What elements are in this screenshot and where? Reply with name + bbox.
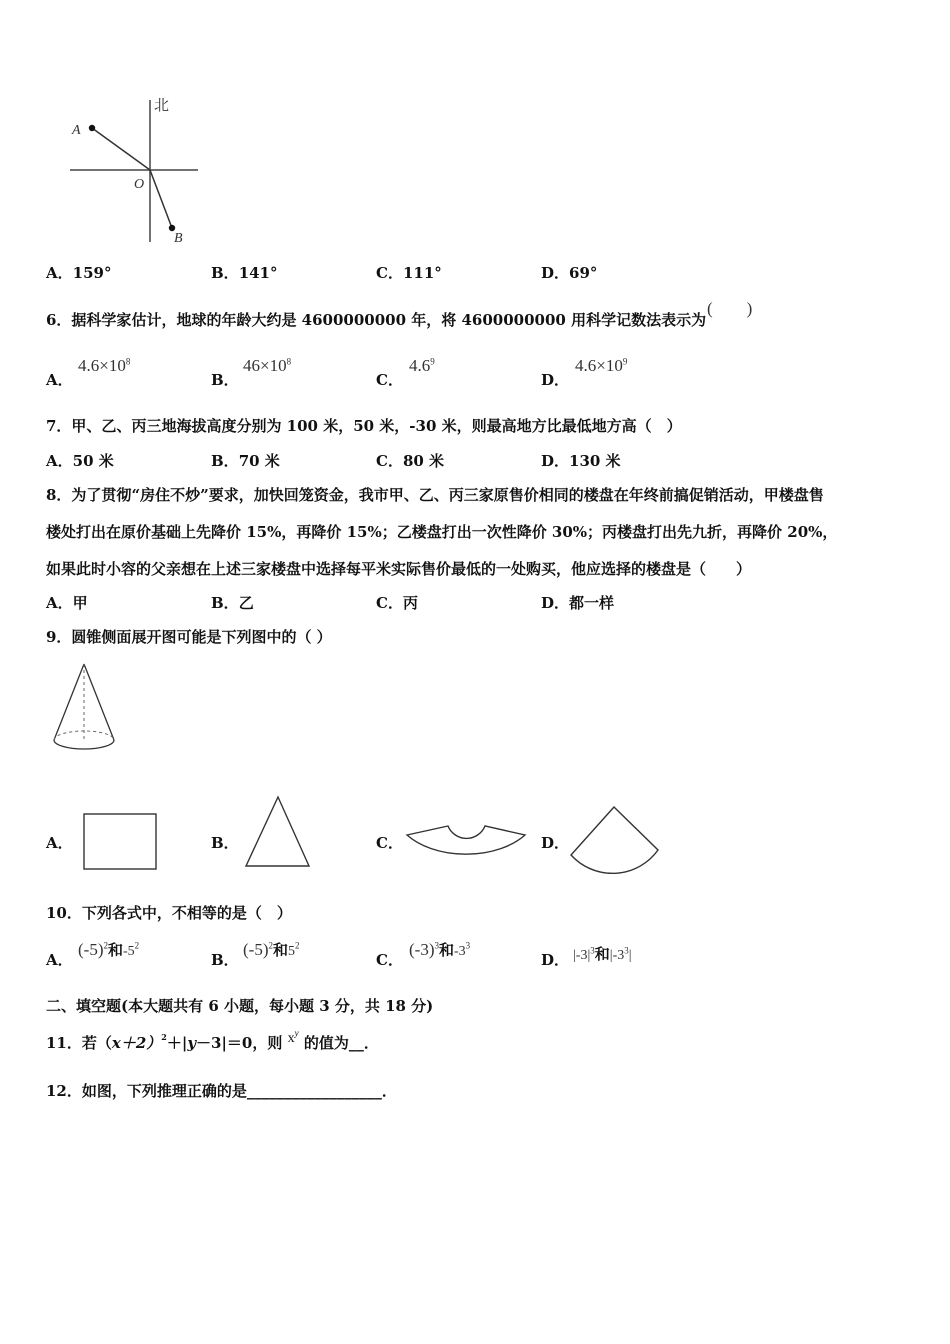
right-expr: -3 xyxy=(454,944,466,959)
option-letter: B． xyxy=(211,452,239,470)
cone-figure xyxy=(48,660,120,756)
section-heading: 二、填空题(本大题共有 6 小题，每小题 3 分，共 18 分) xyxy=(46,997,434,1015)
expr-exponent: 9 xyxy=(622,356,628,367)
expr-base: 4.6 xyxy=(409,356,431,375)
q7-option-c[interactable] xyxy=(376,450,444,471)
right-exponent: 2 xyxy=(134,940,140,951)
q10-option-a-expr[interactable] xyxy=(78,939,139,960)
option-letter: C． xyxy=(376,594,403,612)
q6-option-a-expr[interactable] xyxy=(78,356,130,376)
right-expr: 5 xyxy=(288,944,295,959)
option-text: 159° xyxy=(72,264,112,282)
point-a-label: A xyxy=(72,123,81,138)
option-letter: D． xyxy=(541,264,570,282)
point-o-label: O xyxy=(134,177,145,192)
q11-power-exponent: y xyxy=(294,1028,299,1038)
q6-option-c-expr[interactable] xyxy=(409,356,435,376)
option-text: 都一样 xyxy=(569,594,615,612)
right-exponent: 3 xyxy=(624,945,629,956)
q6-option-d-expr[interactable] xyxy=(575,356,627,376)
q5-option-c[interactable] xyxy=(376,262,442,283)
q10-option-d-letter[interactable]: D． xyxy=(541,951,570,969)
q12-stem xyxy=(46,1080,397,1101)
q8-stem-line2: 楼处打出在原价基础上先降价 15%，再降价 15%；乙楼盘打出一次性降价 30%；丙楼盘打出先九折，再降价 20%， xyxy=(46,523,838,541)
q8-option-a[interactable] xyxy=(46,592,88,613)
q8-stem-line3: 如果此时小容的父亲想在上述三家楼盘中选择每平米实际售价最低的一处购买，他应选择的楼盘是（ ） xyxy=(46,560,752,578)
right-exponent: 3 xyxy=(465,940,471,951)
q7-option-d[interactable] xyxy=(541,450,621,471)
option-text: 甲 xyxy=(72,594,88,612)
option-letter: B． xyxy=(211,264,239,282)
q11-suffix: 的值为__． xyxy=(303,1034,379,1052)
rectangle-shape[interactable] xyxy=(82,812,158,872)
option-text: 50 米 xyxy=(72,452,114,470)
right-expr: |-3 xyxy=(609,948,625,963)
q10-stem: 10．下列各式中，不相等的是（ ） xyxy=(46,904,292,922)
q10-option-c-letter[interactable]: C． xyxy=(376,951,403,969)
q5-option-b[interactable] xyxy=(211,262,278,283)
q11-prefix: 11．若（ xyxy=(46,1034,112,1052)
q11-mid: ＋| xyxy=(166,1034,188,1052)
left-expr: (-5) xyxy=(78,940,104,959)
q11-power-base: x xyxy=(287,1031,295,1046)
option-text: 111° xyxy=(402,264,442,282)
option-text: 80 米 xyxy=(402,452,445,470)
q7-option-b[interactable] xyxy=(211,450,280,471)
q9-option-d-letter[interactable]: D． xyxy=(541,834,570,852)
q10-option-a-letter[interactable]: A． xyxy=(46,951,73,969)
q9-option-b-letter[interactable]: B． xyxy=(211,834,239,852)
q12-text: 12．如图，下列推理正确的是 xyxy=(46,1082,247,1100)
expr-exponent: 8 xyxy=(125,356,131,367)
option-letter: D． xyxy=(541,452,570,470)
q6-option-c-letter[interactable]: C． xyxy=(376,371,403,389)
right-expr: -5 xyxy=(123,944,135,959)
q10-option-b-letter[interactable]: B． xyxy=(211,951,239,969)
q8-option-b[interactable] xyxy=(211,592,254,613)
option-letter: A． xyxy=(46,452,73,470)
option-text: 141° xyxy=(238,264,278,282)
conjunction: 和 xyxy=(272,943,288,959)
expr-exponent: 8 xyxy=(286,356,292,367)
annular-sector-shape[interactable] xyxy=(404,822,528,874)
q11-tail: －3|＝0，则 xyxy=(196,1034,283,1052)
q5-option-a[interactable] xyxy=(46,262,111,283)
q6-answer-paren: ( ) xyxy=(707,299,753,318)
option-letter: A． xyxy=(46,594,73,612)
point-a-dot xyxy=(89,125,95,131)
expr-exponent: 9 xyxy=(430,356,435,367)
expr-base: 4.6×10 xyxy=(575,356,623,375)
q9-option-c-letter[interactable]: C． xyxy=(376,834,403,852)
q5-option-d[interactable] xyxy=(541,262,597,283)
left-expr: |-3| xyxy=(573,948,591,963)
q10-option-c-expr[interactable] xyxy=(409,939,470,960)
left-exponent: 2 xyxy=(103,940,108,951)
q8-option-c[interactable] xyxy=(376,592,418,613)
q10-option-d-expr[interactable] xyxy=(573,943,632,964)
option-text: 70 米 xyxy=(238,452,280,470)
left-expr: (-5) xyxy=(243,940,269,959)
ray-ob xyxy=(150,170,172,228)
option-letter: B． xyxy=(211,594,239,612)
q6-option-a-letter[interactable]: A． xyxy=(46,371,73,389)
q6-stem: 6．据科学家估计，地球的年龄大约是 4600000000 年，将 4600000000 用科学记数法表示为 xyxy=(46,311,707,329)
conjunction: 和 xyxy=(438,943,454,959)
q11-stem xyxy=(46,1028,379,1053)
option-text: 69° xyxy=(569,264,598,282)
q11-var-y: y xyxy=(187,1034,197,1052)
north-label: 北 xyxy=(154,98,170,114)
option-letter: C． xyxy=(376,452,403,470)
q11-expr: x＋2） xyxy=(111,1034,162,1052)
left-exponent: 3 xyxy=(590,945,595,956)
q8-option-d[interactable] xyxy=(541,592,614,613)
q6-option-b-expr[interactable] xyxy=(243,356,291,376)
left-exponent: 3 xyxy=(434,940,439,951)
q12-end: ． xyxy=(381,1082,397,1100)
q6-option-b-letter[interactable]: B． xyxy=(211,371,239,389)
left-expr: (-3) xyxy=(409,940,435,959)
q9-stem: 9．圆锥侧面展开图可能是下列图中的（ ） xyxy=(46,628,332,646)
q10-option-b-expr[interactable] xyxy=(243,939,300,960)
point-b-label: B xyxy=(174,231,183,246)
option-text: 丙 xyxy=(402,594,418,612)
sector-shape[interactable] xyxy=(568,804,662,874)
q7-stem: 7．甲、乙、丙三地海拔高度分别为 100 米，50 米，-30 米，则最高地方比最低地方高（ ） xyxy=(46,417,682,435)
q8-stem-line1: 8．为了贯彻“房住不炒”要求，加快回笼资金，我市甲、乙、丙三家原售价相同的楼盘在年终前搞促销活动，甲楼盘售 xyxy=(46,486,824,504)
expr-base: 46×10 xyxy=(243,356,287,375)
q6-option-d-letter[interactable]: D． xyxy=(541,371,570,389)
conjunction: 和 xyxy=(594,947,610,963)
direction-figure xyxy=(60,92,210,252)
option-letter: D． xyxy=(541,594,570,612)
expr-base: 4.6×10 xyxy=(78,356,126,375)
right-exponent: 2 xyxy=(295,940,300,951)
left-exponent: 2 xyxy=(268,940,273,951)
option-letter: A． xyxy=(46,264,73,282)
right-tail: | xyxy=(628,948,632,963)
ray-oa xyxy=(92,128,150,170)
option-letter: C． xyxy=(376,264,403,282)
q11-exponent: 2 xyxy=(161,1032,167,1042)
q9-option-a-letter[interactable]: A． xyxy=(46,834,73,852)
triangle-shape[interactable] xyxy=(242,794,314,870)
option-text: 130 米 xyxy=(569,452,621,470)
option-text: 乙 xyxy=(238,594,254,612)
answer-blank[interactable]: __________________ xyxy=(246,1082,382,1100)
q7-option-a[interactable] xyxy=(46,450,114,471)
conjunction: 和 xyxy=(107,943,123,959)
